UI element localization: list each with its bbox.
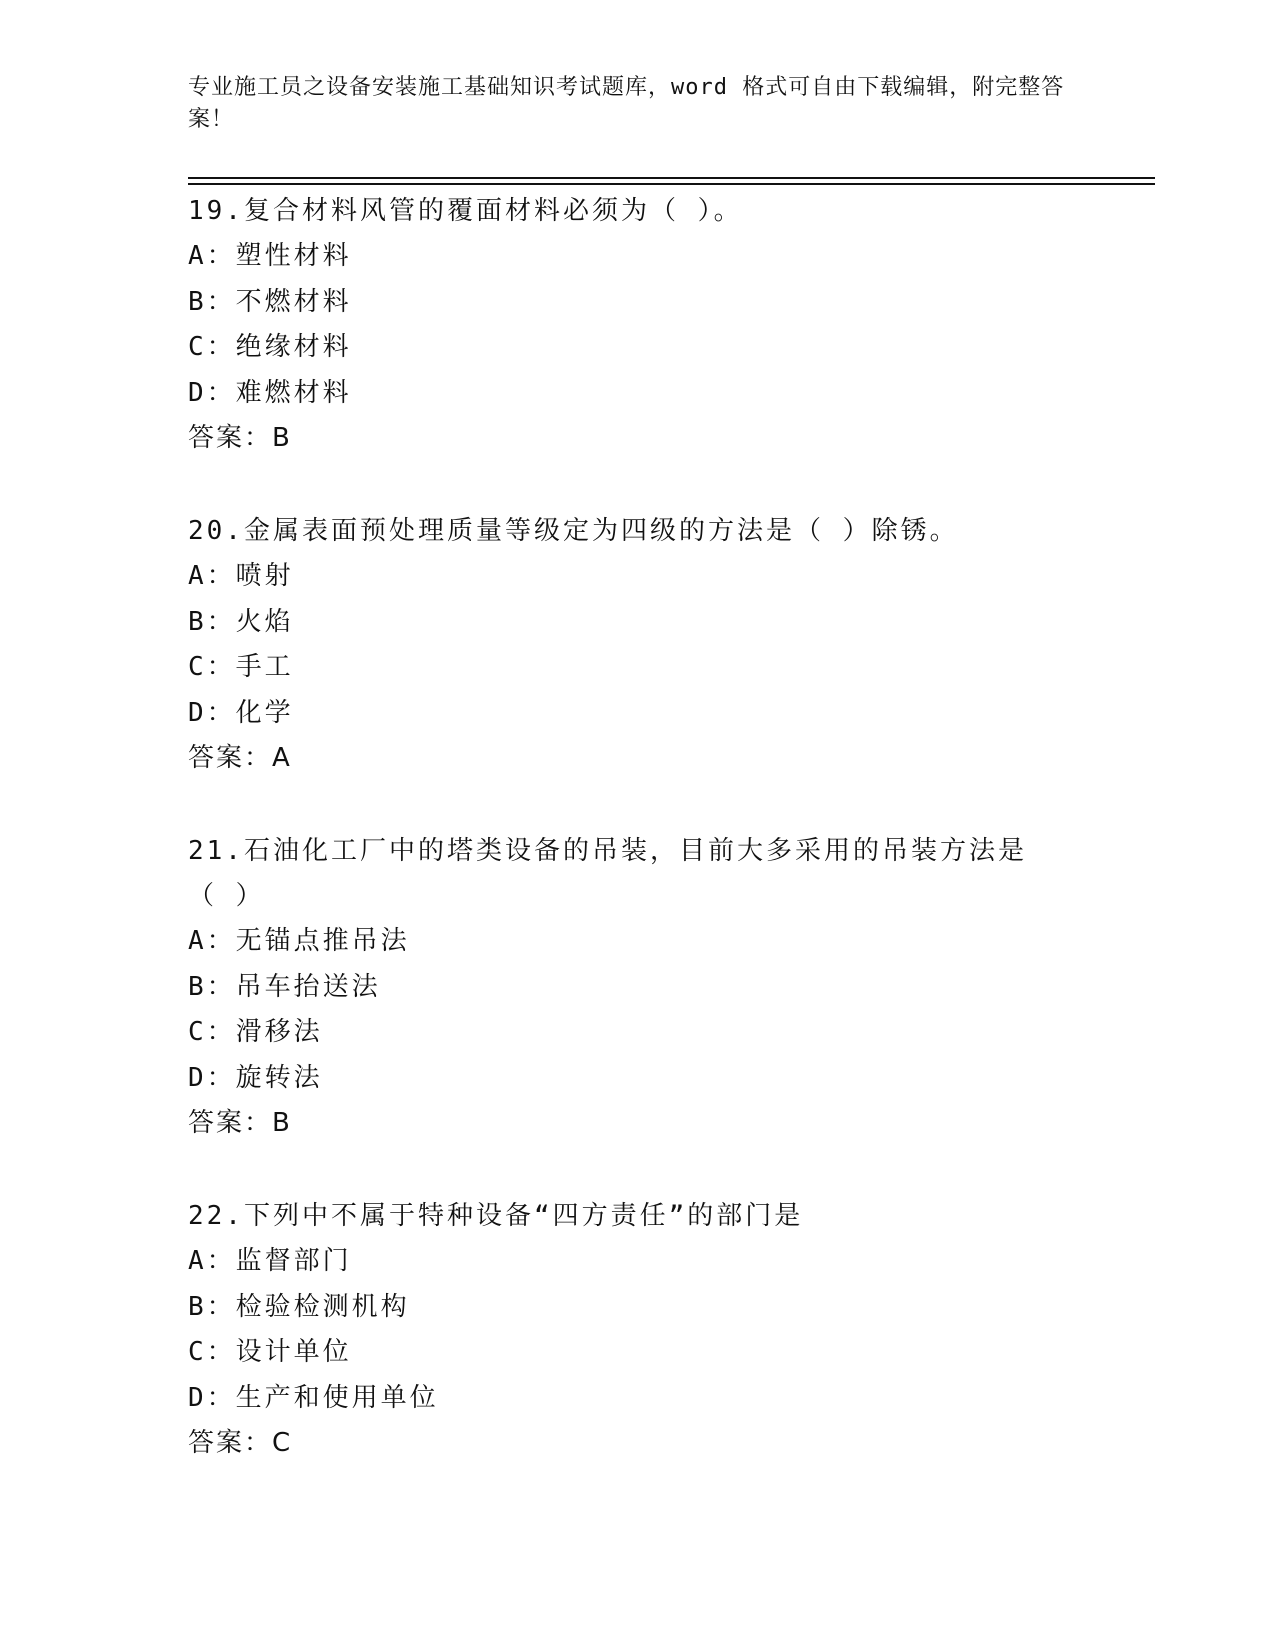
- option-c: C：设计单位: [188, 1337, 352, 1367]
- option-a: A：无锚点推吊法: [188, 926, 410, 956]
- option-b: B：检验检测机构: [188, 1291, 410, 1322]
- option-d: D：旋转法: [188, 1062, 323, 1093]
- question-21: [188, 829, 1088, 1146]
- question-title: 22.下列中不属于特种设备“四方责任”的部门是: [188, 1201, 804, 1231]
- answer: 答案：B: [188, 423, 292, 453]
- option-b: B：吊车抬送法: [188, 971, 381, 1002]
- answer: 答案：C: [188, 1428, 293, 1458]
- question-title: 19.复合材料风管的覆面材料必须为（ ）。: [188, 196, 743, 226]
- option-a: A：喷射: [188, 561, 294, 591]
- question-22: [188, 1194, 1088, 1466]
- option-c: C：手工: [188, 652, 294, 682]
- option-c: C：绝缘材料: [188, 332, 352, 362]
- header-divider-top: [188, 177, 1155, 179]
- question-title: 21.石油化工厂中的塔类设备的吊装，目前大多采用的吊装方法是（ ）: [188, 836, 1027, 911]
- option-d: D：化学: [188, 697, 294, 728]
- option-c: C：滑移法: [188, 1017, 323, 1047]
- document-header: 专业施工员之设备安装施工基础知识考试题库，word 格式可自由下载编辑，附完整答案！: [188, 75, 1065, 132]
- answer: 答案：B: [188, 1108, 292, 1138]
- answer: 答案：A: [188, 743, 292, 773]
- question-19: [188, 189, 1088, 461]
- option-a: A：塑性材料: [188, 241, 352, 271]
- option-d: D：生产和使用单位: [188, 1382, 439, 1413]
- question-20: [188, 509, 1088, 781]
- option-b: B：火焰: [188, 606, 294, 637]
- question-title: 20.金属表面预处理质量等级定为四级的方法是（ ）除锈。: [188, 516, 959, 546]
- option-b: B：不燃材料: [188, 286, 352, 317]
- option-a: A：监督部门: [188, 1246, 352, 1276]
- option-d: D：难燃材料: [188, 377, 352, 408]
- header-divider-bottom: [188, 183, 1155, 185]
